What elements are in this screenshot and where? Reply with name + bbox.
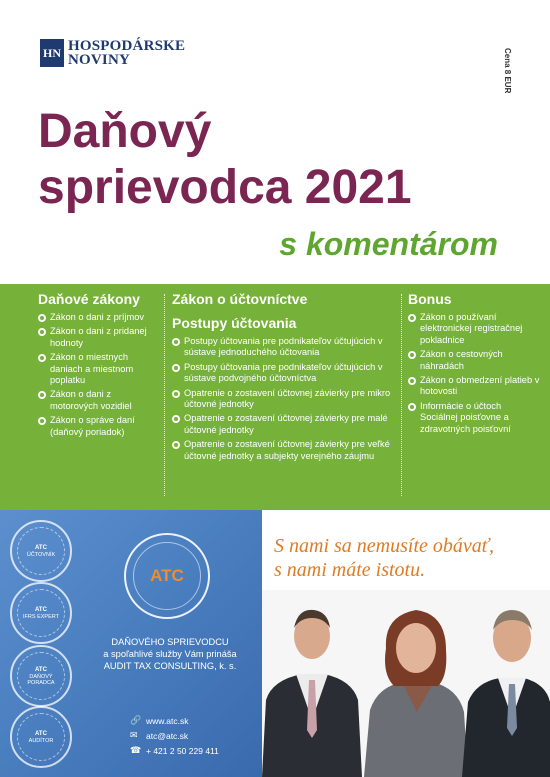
list-item: Zákon o cestovných náhradách xyxy=(408,349,540,372)
list-item: Postupy účtovania pre podnikateľov účtujúcich v sústave jednoduchého účtovania xyxy=(172,336,398,359)
team-photo-illustration xyxy=(262,590,550,777)
accounting-column xyxy=(172,290,398,502)
contact-email[interactable]: ✉ atc@atc.sk xyxy=(130,730,189,741)
procedures-heading: Postupy účtovania xyxy=(172,315,297,331)
column-divider xyxy=(164,294,165,496)
logo-line-1: HOSPODÁRSKE xyxy=(68,38,186,54)
accounting-list xyxy=(172,336,398,462)
taxes-list xyxy=(38,312,160,438)
taxes-column xyxy=(38,290,160,502)
title-line-1: Daňový xyxy=(38,105,212,158)
hn-logo xyxy=(40,39,185,67)
logo-line-2: NOVINY xyxy=(68,52,131,68)
taxes-heading: Daňové zákony xyxy=(38,291,140,307)
title-line-2: sprievodca 2021 xyxy=(38,161,412,214)
atc-description: DAŇOVÉHO SPRIEVODCU a spoľahlivé služby Vám prináša AUDIT TAX CONSULTING, k. s. xyxy=(103,637,237,671)
slogan: S nami sa nemusíte obávať, s nami máte istotu. xyxy=(274,535,495,581)
list-item: Zákon o dani z motorových vozidiel xyxy=(38,389,160,412)
list-item: Opatrenie o zostavení účtovnej závierky pre veľké účtovné jednotky a subjekty verejného záujmu xyxy=(172,439,398,462)
person-left xyxy=(262,610,362,777)
certification-seal-ifrs: ATC IFRS EXPERT xyxy=(10,582,72,644)
price-label: Cena 8 EUR xyxy=(503,48,512,94)
person-right xyxy=(462,610,550,777)
hn-logo-text xyxy=(68,39,185,67)
bonus-heading: Bonus xyxy=(408,291,452,307)
list-item: Zákon o obmedzení platieb v hotovosti xyxy=(408,375,540,398)
certification-seal-tax-advisor: ATC DAŇOVÝ PORADCA xyxy=(10,645,72,707)
column-divider xyxy=(401,294,402,496)
list-item: Informácie o účtoch Sociálnej poisťovne a zdravotných poisťovní xyxy=(408,401,540,435)
page-title xyxy=(38,104,412,216)
certification-seal-auditor: ATC AUDÍTOR xyxy=(10,706,72,768)
list-item: Zákon o dani z pridanej hodnoty xyxy=(38,326,160,349)
list-item: Postupy účtovania pre podnikateľov účtujúcich v sústave podvojného účtovníctva xyxy=(172,362,398,385)
list-item: Zákon o miestnych daniach a miestnom poplatku xyxy=(38,352,160,386)
bonus-list xyxy=(408,312,540,435)
contents-band xyxy=(0,284,550,510)
person-center xyxy=(364,610,468,777)
list-item: Opatrenie o zostavení účtovnej závierky pre mikro účtovné jednotky xyxy=(172,388,398,411)
team-photo xyxy=(262,590,550,777)
atc-logo: ATC xyxy=(150,566,184,585)
list-item: Zákon o používaní elektronickej registračnej pokladnice xyxy=(408,312,540,346)
list-item: Zákon o dani z príjmov xyxy=(38,312,160,323)
contact-phone[interactable]: ☎ + 421 2 50 229 411 xyxy=(130,745,219,756)
certification-seal-accountant: ATC ÚČTOVNÍK xyxy=(10,520,72,582)
contact-block xyxy=(130,714,219,759)
hn-logo-mark: HN xyxy=(40,39,64,67)
list-item: Zákon o správe daní (daňový poriadok) xyxy=(38,415,160,438)
phone-icon: ☎ xyxy=(130,745,142,755)
mail-icon: ✉ xyxy=(130,730,138,740)
contact-web[interactable]: 🔗 www.atc.sk xyxy=(130,715,189,726)
bonus-column xyxy=(408,290,540,502)
accounting-heading: Zákon o účtovníctve xyxy=(172,291,308,307)
atc-logo-seal xyxy=(124,533,210,619)
list-item: Opatrenie o zostavení účtovnej závierky pre malé účtovné jednotky xyxy=(172,413,398,436)
page-subtitle: s komentárom xyxy=(279,226,498,262)
link-icon: 🔗 xyxy=(130,715,142,725)
